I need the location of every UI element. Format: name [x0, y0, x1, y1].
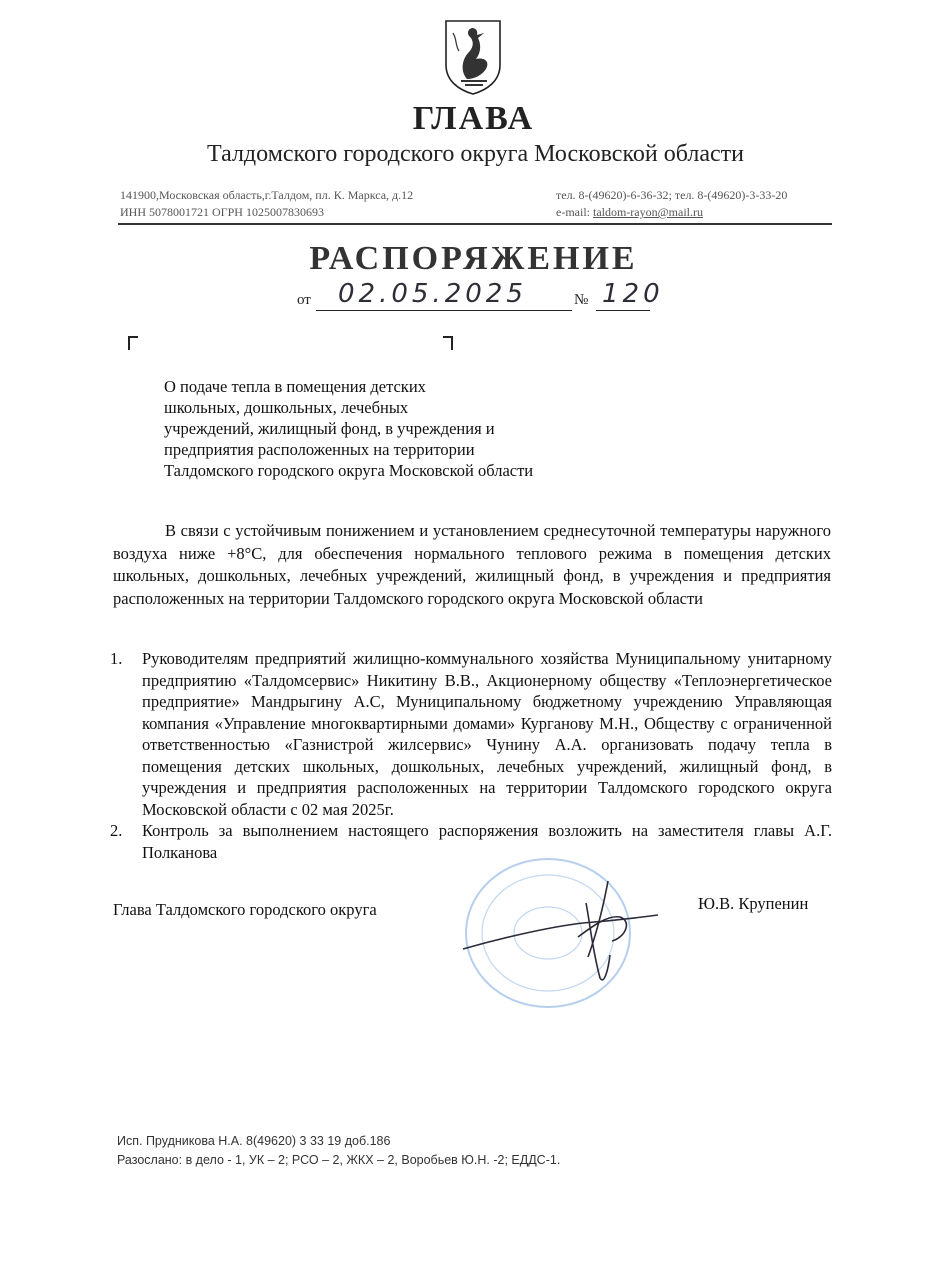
document-type-title: РАСПОРЯЖЕНИЕ [309, 240, 638, 277]
subject-corner-right [443, 336, 453, 350]
order-item-number: 1. [110, 649, 123, 668]
official-round-stamp-icon [458, 853, 658, 1013]
header-divider [118, 223, 832, 225]
document-subject [164, 376, 533, 481]
signatory-position: Глава Талдомского городского округа [113, 900, 377, 919]
number-underline [596, 310, 650, 311]
header-email-link[interactable]: taldom-rayon@mail.ru [592, 205, 704, 219]
header-phones: тел. 8-(49620)-6-36-32; тел. 8-(49620)-3-33-20 [556, 188, 788, 202]
subject-corner-left [128, 336, 138, 350]
order-item-text: Контроль за выполнением настоящего распоряжения возложить на заместителя главы А.Г. Полканова [142, 821, 832, 862]
date-underline [316, 310, 572, 311]
header-requisites [120, 187, 413, 221]
header-inn-ogrn: ИНН 5078001721 ОГРН 1025007830693 [120, 205, 324, 219]
subject-line: учреждений, жилищный фонд, в учреждения и [164, 419, 495, 438]
subject-line: Талдомского городского округа Московской области [164, 461, 534, 480]
document-date-handwritten: 02.05.2025 [338, 279, 527, 309]
footer-distribution: Разослано: в дело - 1, УК – 2; РСО – 2, ЖКХ – 2, Воробьев Ю.Н. -2; ЕДДС-1. [117, 1153, 561, 1167]
header-address: 141900,Московская область,г.Талдом, пл. К. Маркса, д.12 [120, 188, 414, 202]
date-label: от [297, 292, 311, 308]
order-item-number: 2. [110, 821, 123, 840]
subject-line: предприятия расположенных на территории [164, 440, 475, 459]
footer-notes [117, 1132, 560, 1170]
order-item [110, 648, 832, 820]
footer-executor: Исп. Прудникова Н.А. 8(49620) 3 33 19 доб.186 [117, 1134, 391, 1148]
header-subtitle: Талдомского городского округа Московской области [207, 141, 744, 167]
order-items-list [110, 648, 832, 863]
header-email-row [556, 204, 787, 221]
header-title: ГЛАВА [412, 100, 535, 137]
subject-line: О подаче тепла в помещения детских [164, 377, 426, 396]
header-email-label: e-mail: [556, 205, 593, 219]
number-label: № [574, 292, 589, 308]
signatory-name: Ю.В. Крупенин [698, 894, 809, 913]
preamble-paragraph: В связи с устойчивым понижением и установлением среднесуточной температуры наружного воздуха ниже +8°С, для обеспечения нормального теплового режима в помещения детских школьных, дошкольных, лечебных учреждений, жилищный фонд, в учреждения и предприятия расположенных на территории Талдомского городского округа Московской области [113, 521, 831, 608]
order-item-text: Руководителям предприятий жилищно-коммунального хозяйства Муниципальному унитарному предприятию «Талдомсервис» Никитину В.В., Акционерному обществу «Теплоэнергетическое предприятие» Мандрыгину А.С, Муниципальному бюджетному учреждению Управляющая компания «Управление многоквартирными домами» Курганову М.Н., Обществу с ограниченной ответственностью «Газнистрой жилсервис» Чунину А.А. организовать подачу тепла в помещения детских школьных, дошкольных, лечебных учреждений, жилищный фонд, в учреждения и предприятия расположенных на территории Талдомского городского округа Московской области с 02 мая 2025г. [142, 649, 832, 819]
subject-line: школьных, дошкольных, лечебных [164, 398, 409, 417]
header-contacts [556, 187, 787, 221]
coat-of-arms-heron-icon [443, 19, 503, 95]
document-number-handwritten: 120 [602, 279, 664, 309]
